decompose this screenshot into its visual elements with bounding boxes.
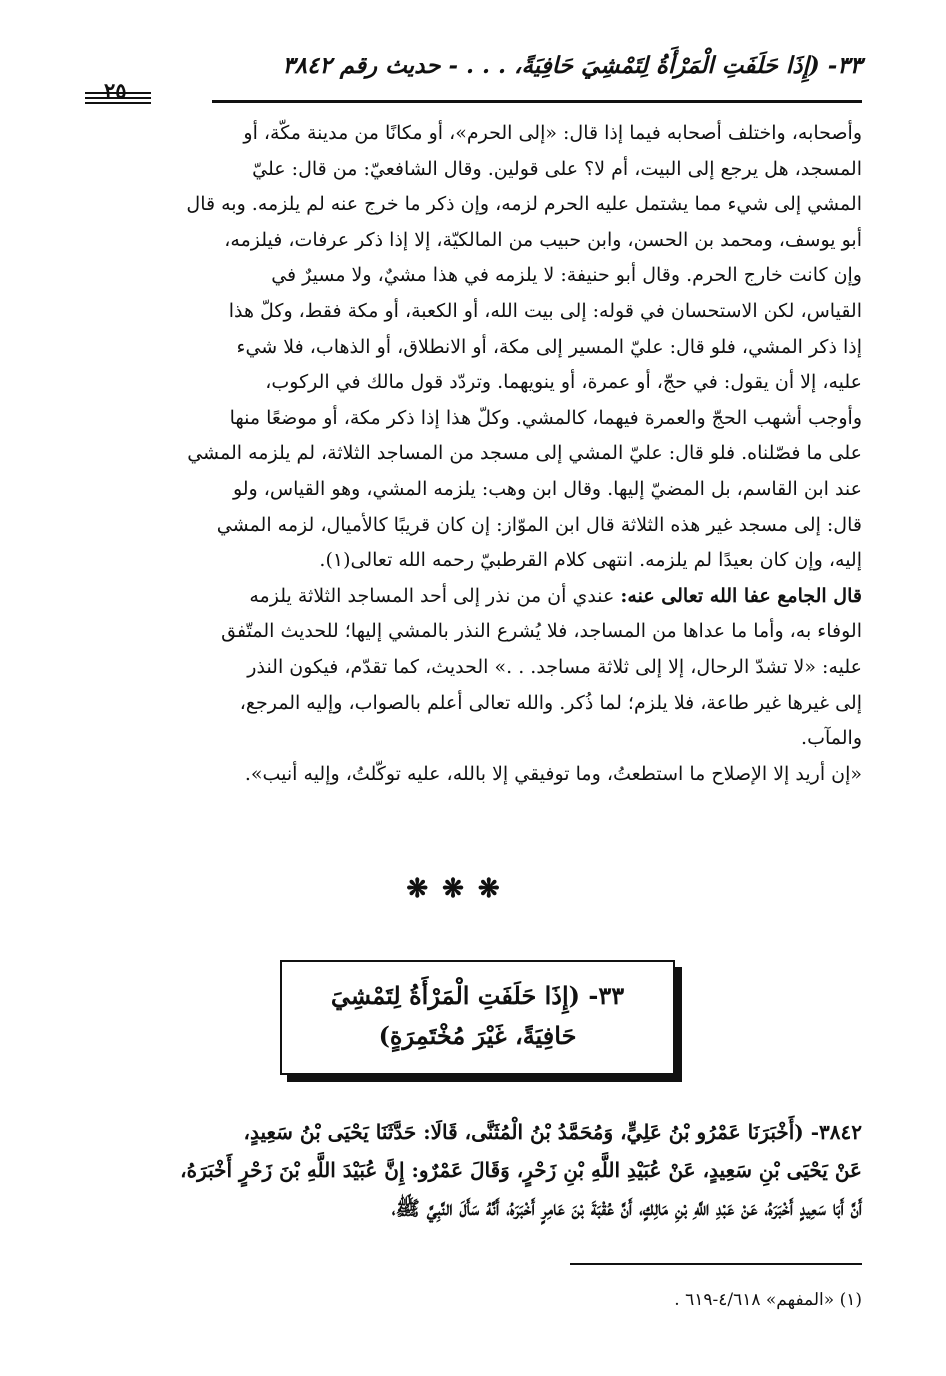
text-line: عند ابن القاسم، بل المضيّ إليها. وقال ابن وهب: يلزمه المشي، وهو القياس، ولو: [232, 477, 862, 500]
chapter-title-line: حَافِيَةً، غَيْرَ مُخْتَمِرَةٍ): [378, 1021, 577, 1050]
text-line: إليه، وإن كان بعيدًا لم يلزمه. انتهى كلام القرطبيّ رحمه الله تعالى(١).: [319, 549, 862, 572]
hadith-text: [82, 1113, 862, 1227]
chapter-title-box: [280, 960, 675, 1075]
main-text: [82, 116, 862, 792]
text-line: إلى غيرها غير طاعة، فلا يلزم؛ لما ذُكر. والله تعالى أعلم بالصواب، وإليه المرجع،: [239, 691, 862, 714]
hadith-line: أَنَّ أَبَا سَعِيدٍ أَخْبَرَهُ، عَنْ عَبْدِ اللَّهِ بْنِ مَالِكٍ، أَنَّ عُقْبَةَ بْنَ عَامِرٍ أَخْبَرَهُ، أَنَّهُ سَأَلَ النَّبِيَّ ﷺ،: [391, 1196, 862, 1220]
text-line: وإن كانت خارج الحرم. وقال أبو حنيفة: لا يلزمه في هذا مشيٌ، ولا مسيرٌ في: [271, 264, 862, 287]
footnote: (١) «المفهم» ٤/٦١٨-٦١٩ .: [674, 1290, 862, 1310]
footnote-rule: [570, 1263, 862, 1265]
text-line: على ما فصّلناه. فلو قال: عليّ المشي إلى مسجد من المساجد الثلاثة، لم يلزمه المشي: [187, 442, 862, 465]
hadith-line: ٣٨٤٢- (أَخْبَرَنَا عَمْرُو بْنُ عَلِيٍّ، وَمُحَمَّدُ بْنُ الْمُثَنَّى، قَالَا: حَدَّثَنَا يَحْيَى بْنُ سَعِيدٍ،: [243, 1120, 862, 1144]
text-line: المشي إلى شيء مما يشتمل عليه الحرم لزمه، وإن ذكر ما خرج عنه لم يلزمه. وبه قال: [186, 193, 862, 216]
text-line: المسجد، هل يرجع إلى البيت، أم لا؟ على قولين. وقال الشافعيّ: من قال: عليّ: [252, 157, 862, 180]
text-line: قال: إلى مسجد غير هذه الثلاثة قال ابن الموّاز: إن كان قريبًا كالأميال، لزمه المشي: [216, 513, 862, 536]
text-line: عليه: «لا تشدّ الرحال، إلا إلى ثلاثة مساجد. . .» الحديث، كما تقدّم، فيكون النذر: [247, 655, 862, 678]
running-header: [82, 52, 862, 92]
page-number-rules: [85, 92, 151, 107]
text-line: وأصحابه، واختلف أصحابه فيما إذا قال: «إلى الحرم»، أو مكانًا من مدينة مكّة، أو: [243, 122, 862, 144]
page-number: ٢٥: [104, 78, 127, 103]
closing-quote: «إن أريد إلا الإصلاح ما استطعتُ، وما توفيقي إلا بالله، عليه توكّلتُ، وإليه أنيب».: [244, 762, 862, 785]
text-line: أبو يوسف، ومحمد بن الحسن، وابن حبيب من المالكيّة، إلا إذا ذكر عرفات، فيلزمه،: [224, 228, 862, 251]
header-rule: [212, 100, 862, 103]
text-line: عندي أن من نذر إلى أحد المساجد الثلاثة يلزمه: [249, 584, 621, 607]
text-line: القياس، لكن الاستحسان في قوله: إلى بيت الله، أو الكعبة، أو مكة فقط، وكلّ هذا: [228, 299, 862, 322]
jami-paragraph-start: [82, 579, 862, 615]
jami-label: قال الجامع عفا الله تعالى عنه:: [620, 584, 862, 607]
separator-stars: ❋❋❋: [406, 874, 514, 904]
running-header-title: ٣٣- (إِذَا حَلَفَتِ الْمَرْأَةُ لِتَمْشِيَ حَافِيَةً، . . . - حديث رقم ٣٨٤٢: [282, 52, 862, 79]
text-line: إذا ذكر المشي، فلو قال: عليّ المسير إلى مكة، أو الانطلاق، أو الذهاب، فلا شيء: [236, 335, 862, 358]
text-line: والمآب.: [801, 727, 862, 750]
text-line: الوفاء به، وأما ما عداها من المساجد، فلا يُشرع النذر بالمشي إليها؛ للحديث المتّفق: [221, 620, 862, 643]
chapter-title-line: ٣٣- (إِذَا حَلَفَتِ الْمَرْأَةُ لِتَمْشِيَ: [330, 981, 625, 1010]
text-line: عليه، إلا أن يقول: في حجّ، أو عمرة، أو ينويهما. وتردّد قول مالك في الركوب،: [265, 371, 862, 394]
hadith-line: عَنْ يَحْيَى بْنِ سَعِيدٍ، عَنْ عُبَيْدِ اللَّهِ بْنِ زَحْرٍ، وَقَالَ عَمْرٌو: إِنَّ عُبَيْدَ اللَّهِ بْنَ زَحْرٍ أَخْبَرَهُ،: [180, 1158, 862, 1182]
text-line: وأوجب أشهب الحجّ والعمرة فيهما، كالمشي. وكلّ هذا إذا ذكر مكة، أو موضعًا منها: [229, 406, 862, 429]
